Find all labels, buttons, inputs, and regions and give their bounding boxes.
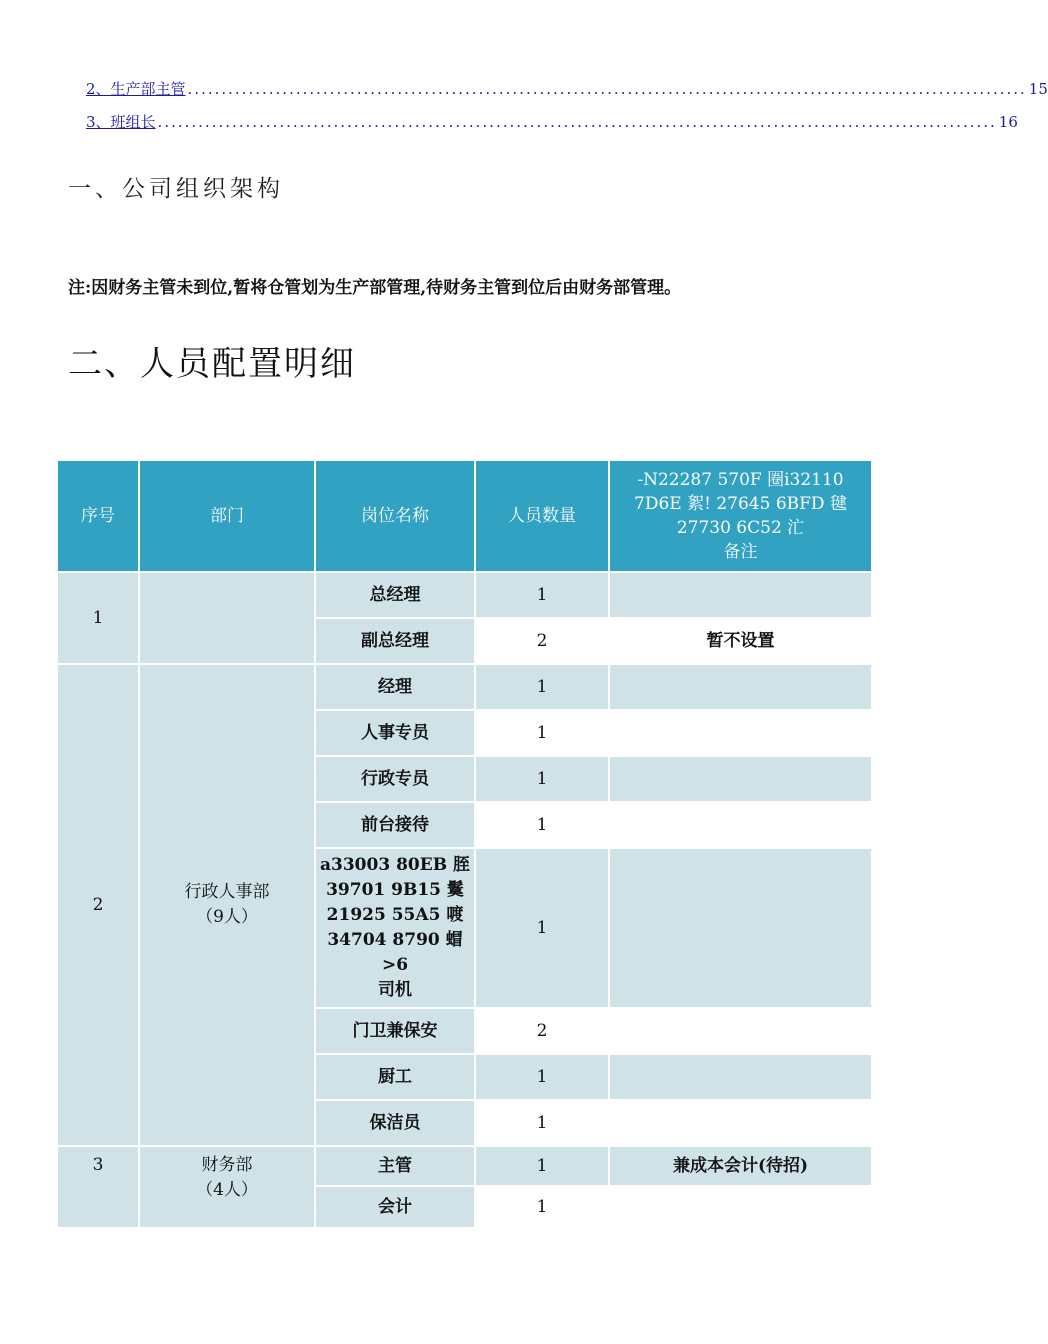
header-count: 人员数量 bbox=[475, 460, 609, 572]
cell-remark bbox=[609, 710, 872, 756]
cell-remark bbox=[609, 1008, 872, 1054]
cell-count: 1 bbox=[475, 664, 609, 710]
cell-count: 1 bbox=[475, 1186, 609, 1228]
table-row bbox=[57, 572, 872, 618]
cell-remark bbox=[609, 1054, 872, 1100]
toc-entry[interactable] bbox=[86, 111, 1018, 132]
note-text: 注:因财务主管未到位,暂将仓管划为生产部管理,待财务主管到位后由财务部管理。 bbox=[68, 278, 682, 298]
cell-count: 1 bbox=[475, 1146, 609, 1186]
cell-count: 2 bbox=[475, 618, 609, 664]
toc-leader-dots: ............................................................................................................................ bbox=[157, 113, 997, 131]
table-row bbox=[57, 664, 872, 710]
toc-entry-label[interactable]: 2、生产部主管 bbox=[86, 80, 186, 98]
toc-leader-dots: ............................................................................................................................ bbox=[187, 80, 1027, 98]
cell-count: 1 bbox=[475, 1100, 609, 1146]
cell-remark bbox=[609, 664, 872, 710]
cell-count: 1 bbox=[475, 710, 609, 756]
cell-position: 人事专员 bbox=[315, 710, 475, 756]
toc-page-number[interactable]: 15 bbox=[1028, 80, 1048, 98]
table-row bbox=[57, 1146, 872, 1186]
toc-page-number[interactable]: 16 bbox=[998, 113, 1018, 131]
cell-count: 1 bbox=[475, 572, 609, 618]
cell-position: 厨工 bbox=[315, 1054, 475, 1100]
cell-position: 前台接待 bbox=[315, 802, 475, 848]
section-title-staffing: 二、人员配置明细 bbox=[68, 344, 356, 384]
cell-remark bbox=[609, 1100, 872, 1146]
cell-remark bbox=[609, 848, 872, 1008]
cell-seq: 2 bbox=[57, 664, 139, 1146]
toc-entry-label[interactable]: 3、班组长 bbox=[86, 113, 156, 131]
header-seq: 序号 bbox=[57, 460, 139, 572]
header-remark: -N22287 570F 圈i32110 7D6E 絮! 27645 6BFD 毽 27730 6C52 汒 备注 bbox=[609, 460, 872, 572]
cell-seq: 1 bbox=[57, 572, 139, 664]
cell-position: 总经理 bbox=[315, 572, 475, 618]
cell-remark bbox=[609, 572, 872, 618]
cell-count: 1 bbox=[475, 756, 609, 802]
staffing-table bbox=[56, 459, 873, 1229]
cell-position: 经理 bbox=[315, 664, 475, 710]
cell-dept: 行政人事部 （9人） bbox=[139, 664, 315, 1146]
cell-remark: 暂不设置 bbox=[609, 618, 872, 664]
header-position: 岗位名称 bbox=[315, 460, 475, 572]
cell-position: 主管 bbox=[315, 1146, 475, 1186]
cell-position: 副总经理 bbox=[315, 618, 475, 664]
cell-dept: 财务部 （4人） bbox=[139, 1146, 315, 1228]
cell-remark: 兼成本会计(待招) bbox=[609, 1146, 872, 1186]
cell-count: 1 bbox=[475, 1054, 609, 1100]
cell-count: 1 bbox=[475, 848, 609, 1008]
cell-seq: 3 bbox=[57, 1146, 139, 1228]
cell-remark bbox=[609, 802, 872, 848]
header-dept: 部门 bbox=[139, 460, 315, 572]
cell-position: 保洁员 bbox=[315, 1100, 475, 1146]
toc-entry[interactable] bbox=[86, 78, 1048, 99]
cell-dept bbox=[139, 572, 315, 664]
cell-position: 行政专员 bbox=[315, 756, 475, 802]
cell-position: a33003 80EB 胵 39701 9B15 鬕 21925 55A5 喥 34704 8790 蝐 >6 司机 bbox=[315, 848, 475, 1008]
cell-position: 会计 bbox=[315, 1186, 475, 1228]
cell-remark bbox=[609, 1186, 872, 1228]
cell-position: 门卫兼保安 bbox=[315, 1008, 475, 1054]
table-header-row bbox=[57, 460, 872, 572]
cell-remark bbox=[609, 756, 872, 802]
cell-count: 2 bbox=[475, 1008, 609, 1054]
cell-count: 1 bbox=[475, 802, 609, 848]
section-title-org-structure: 一、公司组织架构 bbox=[68, 176, 284, 202]
